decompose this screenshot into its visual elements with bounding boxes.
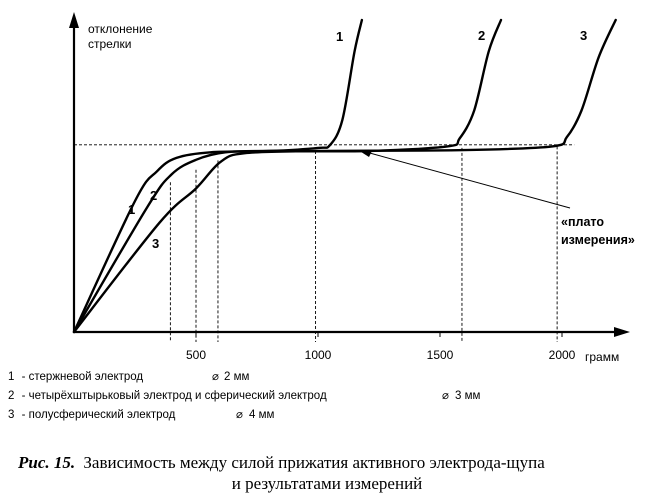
legend-number-3: 3 <box>8 409 15 421</box>
curve-line-3 <box>74 20 616 332</box>
curve-label-3-top: 3 <box>580 28 588 43</box>
annotation-arrow-head <box>358 150 372 157</box>
annotation-line2: измерения» <box>561 233 635 247</box>
caption-text-line2: и результатами измерений <box>231 474 423 493</box>
annotation-arrow-line <box>366 152 570 208</box>
legend <box>8 371 480 421</box>
curve-label-3-low: 3 <box>152 236 160 251</box>
curve-label-1-top: 1 <box>336 29 344 44</box>
y-axis-arrow <box>69 12 79 28</box>
caption-line1 <box>17 453 545 472</box>
x-tick-label: 2000 <box>548 348 576 362</box>
legend-number-2: 2 <box>8 390 15 402</box>
curves <box>74 20 616 332</box>
legend-size-1: 2 мм <box>224 371 250 383</box>
legend-number-1: 1 <box>8 371 15 383</box>
legend-text-1: - стержневой электрод <box>21 371 144 383</box>
caption-figure-number: Рис. 15. <box>18 453 76 472</box>
svg-text:2 - четырёхштырьковый <box>8 390 327 402</box>
diameter-icon: ⌀ <box>236 409 243 421</box>
legend-size-2: 3 мм <box>455 390 481 402</box>
curve-label-2-top: 2 <box>478 28 486 43</box>
legend-item-1 <box>8 371 249 383</box>
annotation-line1: «плато <box>561 215 604 229</box>
curve-line-2 <box>74 20 501 332</box>
x-axis-arrow <box>614 327 630 337</box>
y-axis-title-line1: отклонение <box>88 22 153 36</box>
legend-item-3 <box>8 409 274 421</box>
reference-guides <box>74 145 574 342</box>
diameter-icon: ⌀ <box>442 390 449 402</box>
curve-label-1-low: 1 <box>128 202 136 217</box>
x-tick-label: 500 <box>185 348 207 362</box>
legend-text-3: - полусферический электрод <box>21 409 176 421</box>
svg-text:1 - стержневой электро <box>8 371 143 383</box>
x-tick-label: 1500 <box>426 348 454 362</box>
legend-item-2 <box>8 390 480 402</box>
x-ticks <box>186 332 576 362</box>
diameter-icon: ⌀ <box>212 371 219 383</box>
x-tick-label: 1000 <box>304 348 332 362</box>
x-axis-title: грамм <box>585 350 620 364</box>
legend-size-3: 4 мм <box>249 409 275 421</box>
svg-text:3 - полусферический э <box>8 409 176 421</box>
legend-text-2: - четырёхштырьковый электрод и сферический электрод <box>21 390 327 402</box>
caption-text-line1: Зависимость между силой прижатия активного электрода-щупа <box>83 453 545 472</box>
curve-label-2-low: 2 <box>150 188 158 203</box>
y-axis-title-line2: стрелки <box>88 37 132 51</box>
